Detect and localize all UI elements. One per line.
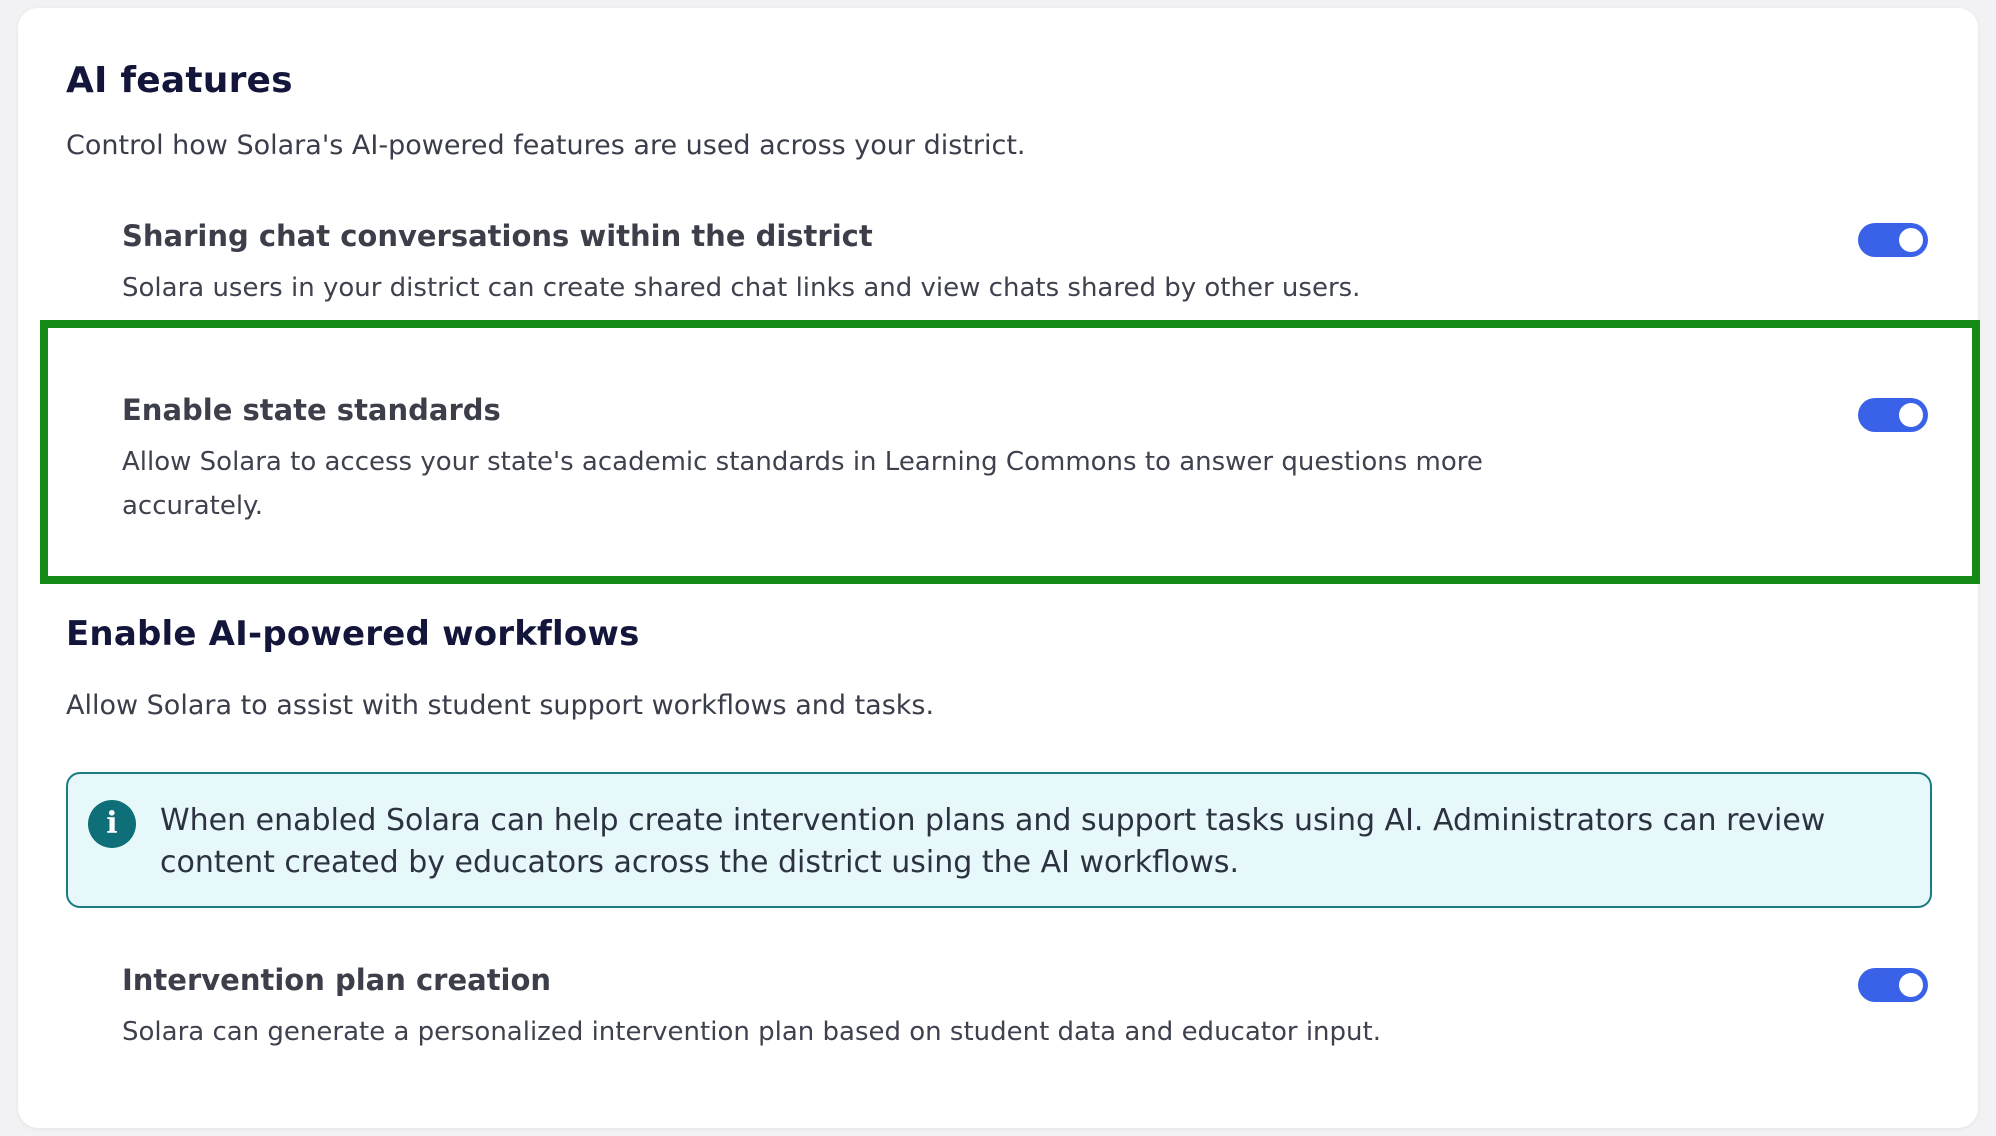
setting-description: Solara can generate a personalized intervention plan based on student data and educator input. bbox=[122, 1017, 1381, 1047]
highlight-frame bbox=[40, 320, 1980, 584]
workflows-title: Enable AI-powered workflows bbox=[66, 614, 640, 654]
ai-features-title: AI features bbox=[66, 60, 293, 101]
setting-title: Intervention plan creation bbox=[122, 963, 552, 997]
info-banner bbox=[66, 772, 1932, 908]
setting-description: Allow Solara to access your state's academic standards in Learning Commons to answer questions more accurately. bbox=[122, 447, 1483, 521]
ai-features-description: Control how Solara's AI-powered features are used across your district. bbox=[66, 130, 1026, 161]
workflows-description: Allow Solara to assist with student support workflows and tasks. bbox=[66, 690, 935, 721]
setting-sharing-chat bbox=[122, 216, 1942, 310]
setting-intervention-plan bbox=[122, 960, 1942, 1054]
toggle-knob bbox=[1899, 228, 1923, 252]
intervention-plan-toggle[interactable] bbox=[1858, 968, 1928, 1002]
toggle-knob bbox=[1899, 973, 1923, 997]
setting-description: Solara users in your district can create shared chat links and view chats shared by other users. bbox=[122, 273, 1361, 303]
info-banner-text: When enabled Solara can help create intervention plans and support tasks using AI. Administrators can review content created by educators across the district using the AI workflows. bbox=[160, 803, 1826, 880]
info-icon: i bbox=[88, 800, 136, 848]
sharing-chat-toggle[interactable] bbox=[1858, 223, 1928, 257]
setting-title: Enable state standards bbox=[122, 393, 501, 427]
setting-title: Sharing chat conversations within the district bbox=[122, 219, 873, 253]
